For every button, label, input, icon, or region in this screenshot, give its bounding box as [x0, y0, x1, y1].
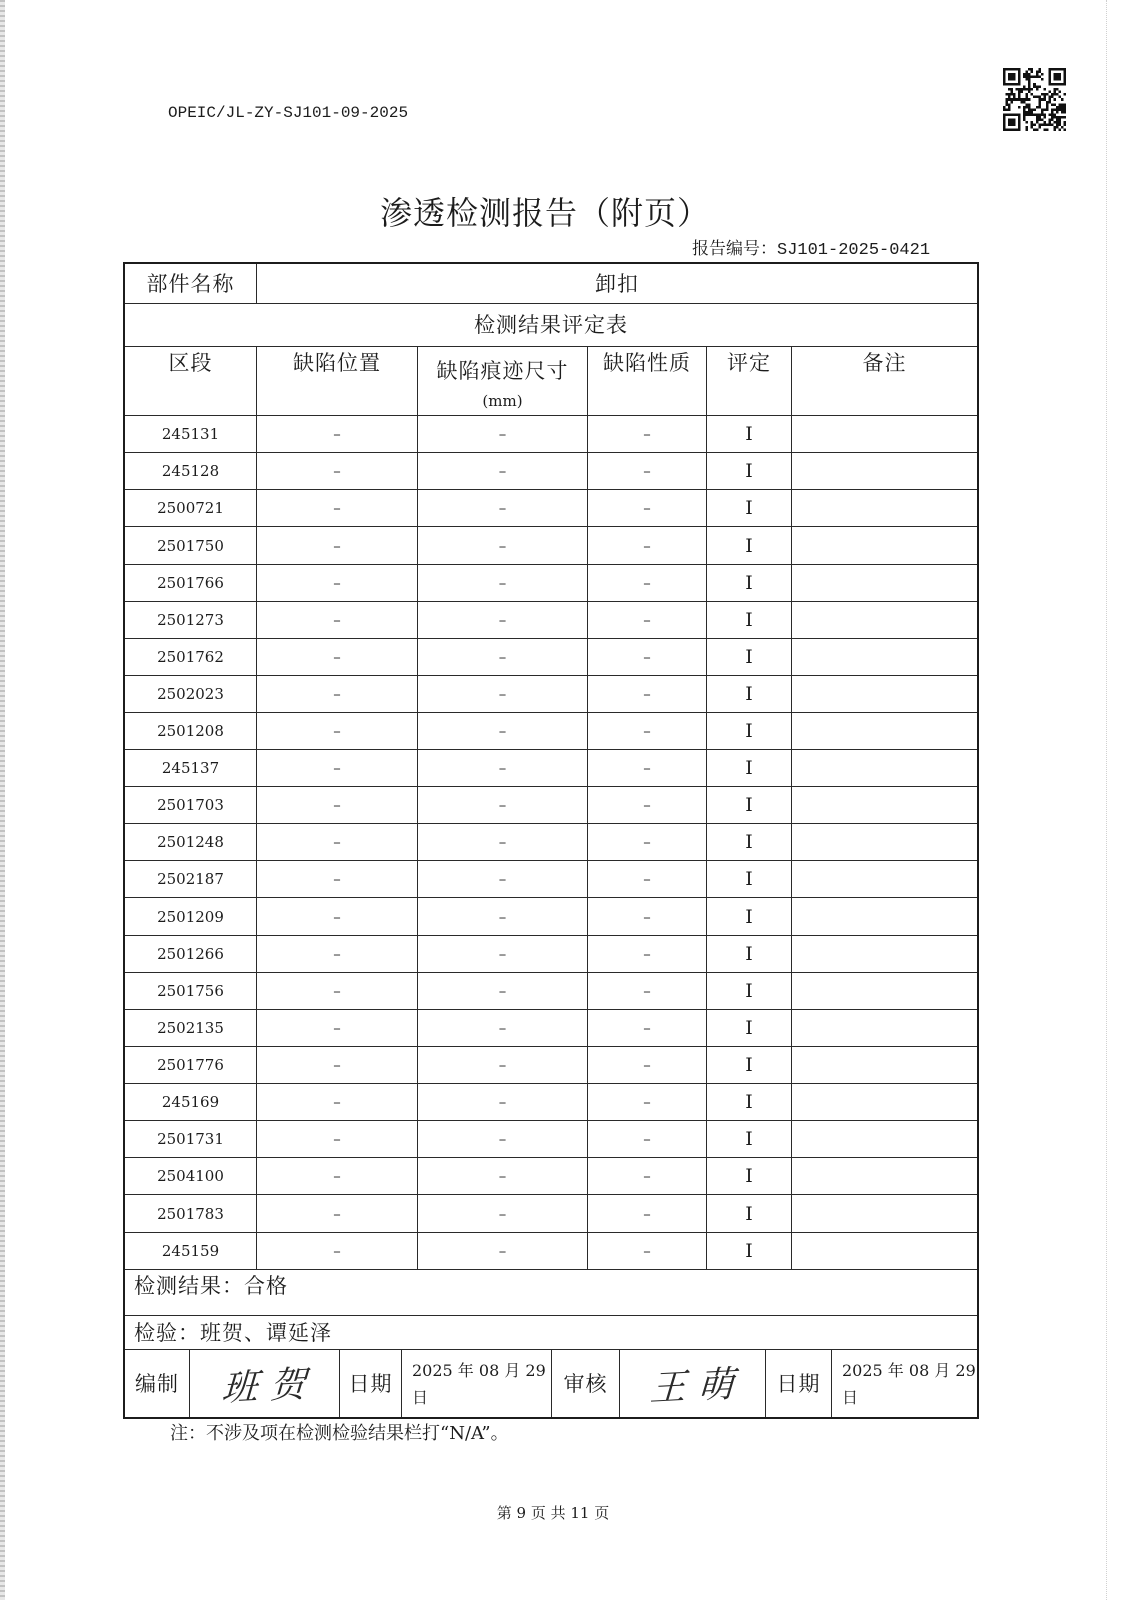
defect-nature-cell: –: [588, 416, 707, 452]
section-cell: 2500721: [125, 490, 257, 526]
table-title: 检测结果评定表: [474, 313, 628, 337]
rating-cell: I: [707, 1084, 792, 1120]
defect-nature-cell: –: [588, 898, 707, 935]
result-label: 检测结果：: [134, 1274, 244, 1298]
defect-location-cell: –: [257, 453, 418, 489]
section-cell: 2501783: [125, 1195, 257, 1232]
remarks-cell: [792, 750, 977, 786]
defect-size-cell: –: [418, 1010, 588, 1046]
defect-size-cell: –: [418, 1047, 588, 1083]
remarks-cell: [792, 787, 977, 823]
reviewed-by-signature-cell: [620, 1350, 766, 1417]
rating-cell: I: [707, 490, 792, 526]
part-name-label: 部件名称: [125, 264, 257, 303]
header-section: 区段: [125, 347, 257, 415]
signature-row: [125, 1350, 977, 1417]
rating-cell: I: [707, 898, 792, 935]
section-cell: 2501209: [125, 898, 257, 935]
remarks-cell: [792, 639, 977, 675]
reviewed-date-cell: [832, 1350, 977, 1417]
header-remarks: 备注: [862, 351, 907, 375]
defect-nature-cell: –: [588, 787, 707, 823]
header-defect-size: [418, 347, 588, 415]
table-row: [125, 824, 977, 861]
scan-edge-left: [0, 0, 5, 1600]
rating-cell: I: [707, 787, 792, 823]
defect-size-cell: –: [418, 490, 588, 526]
defect-location-cell: –: [257, 565, 418, 601]
rating-cell: I: [707, 713, 792, 749]
section-cell: 2501248: [125, 824, 257, 860]
page-number: 第 9 页 共 11 页: [496, 1504, 610, 1522]
section-cell: 2501776: [125, 1047, 257, 1083]
remarks-cell: [792, 973, 977, 1009]
table-row: [125, 973, 977, 1010]
result-row: [125, 1270, 977, 1316]
defect-nature-cell: –: [588, 639, 707, 675]
scan-edge-right: [1106, 0, 1107, 1600]
defect-nature-cell: –: [588, 1084, 707, 1120]
defect-size-cell: –: [418, 936, 588, 972]
defect-location-cell: –: [257, 861, 418, 897]
remarks-cell: [792, 1233, 977, 1269]
remarks-cell: [792, 453, 977, 489]
qr-code-icon: [1003, 68, 1066, 131]
section-cell: 2501208: [125, 713, 257, 749]
section-cell: 2501731: [125, 1121, 257, 1157]
rating-cell: I: [707, 973, 792, 1009]
section-cell: 2501266: [125, 936, 257, 972]
part-name-value: 卸扣: [595, 271, 639, 296]
table-row: [125, 1010, 977, 1047]
remarks-cell: [792, 416, 977, 452]
table-row: [125, 861, 977, 898]
remarks-cell: [792, 565, 977, 601]
defect-location-cell: –: [257, 1047, 418, 1083]
header-defect-size-label: 缺陷痕迹尺寸: [436, 358, 569, 383]
defect-size-cell: –: [418, 787, 588, 823]
defect-nature-cell: –: [588, 490, 707, 526]
defect-size-cell: –: [418, 565, 588, 601]
defect-location-cell: –: [257, 713, 418, 749]
defect-size-cell: –: [418, 453, 588, 489]
defect-nature-cell: –: [588, 861, 707, 897]
section-cell: 245137: [125, 750, 257, 786]
defect-size-cell: –: [418, 750, 588, 786]
defect-location-cell: –: [257, 973, 418, 1009]
defect-size-cell: –: [418, 1158, 588, 1194]
remarks-cell: [792, 861, 977, 897]
defect-nature-cell: –: [588, 973, 707, 1009]
section-cell: 245169: [125, 1084, 257, 1120]
rating-cell: I: [707, 1121, 792, 1157]
defect-nature-cell: –: [588, 750, 707, 786]
remarks-cell: [792, 676, 977, 712]
section-cell: 245131: [125, 416, 257, 452]
defect-nature-cell: –: [588, 1047, 707, 1083]
defect-location-cell: –: [257, 1195, 418, 1232]
remarks-cell: [792, 1047, 977, 1083]
defect-location-cell: –: [257, 1010, 418, 1046]
table-row: [125, 1121, 977, 1158]
defect-location-cell: –: [257, 676, 418, 712]
remarks-cell: [792, 1158, 977, 1194]
compiled-date-cell: [402, 1350, 552, 1417]
table-row: [125, 416, 977, 453]
reviewed-by-signature: 王萌: [649, 1363, 748, 1410]
section-cell: 2501750: [125, 527, 257, 564]
defect-nature-cell: –: [588, 527, 707, 564]
inspectors-cell: [125, 1316, 977, 1349]
section-cell: 245128: [125, 453, 257, 489]
remarks-cell: [792, 713, 977, 749]
defect-location-cell: –: [257, 639, 418, 675]
remarks-cell: [792, 490, 977, 526]
defect-nature-cell: –: [588, 824, 707, 860]
defect-location-cell: –: [257, 1158, 418, 1194]
defect-nature-cell: –: [588, 676, 707, 712]
defect-location-cell: –: [257, 527, 418, 564]
result-cell: [125, 1270, 977, 1315]
defect-location-cell: –: [257, 787, 418, 823]
defect-location-cell: –: [257, 1121, 418, 1157]
defect-location-cell: –: [257, 1084, 418, 1120]
rating-cell: I: [707, 1010, 792, 1046]
table-row: [125, 1084, 977, 1121]
section-cell: 2501703: [125, 787, 257, 823]
table-row: [125, 639, 977, 676]
remarks-cell: [792, 1195, 977, 1232]
defect-location-cell: –: [257, 936, 418, 972]
remarks-cell: [792, 898, 977, 935]
table-row: [125, 1195, 977, 1233]
rating-cell: I: [707, 565, 792, 601]
defect-nature-cell: –: [588, 713, 707, 749]
table-header-row: [125, 347, 977, 416]
remarks-cell: [792, 1084, 977, 1120]
defect-nature-cell: –: [588, 1010, 707, 1046]
defect-nature-cell: –: [588, 1195, 707, 1232]
table-row: [125, 527, 977, 565]
table-body: [125, 416, 977, 1270]
defect-nature-cell: –: [588, 453, 707, 489]
defect-location-cell: –: [257, 898, 418, 935]
compiled-by-signature-cell: [190, 1350, 340, 1417]
defect-location-cell: –: [257, 490, 418, 526]
report-number: [692, 238, 930, 262]
table-row: [125, 453, 977, 490]
table-row: [125, 490, 977, 527]
rating-cell: I: [707, 1047, 792, 1083]
rating-cell: I: [707, 602, 792, 638]
table-title-row: [125, 304, 977, 347]
defect-size-cell: –: [418, 898, 588, 935]
rating-cell: I: [707, 936, 792, 972]
table-row: [125, 787, 977, 824]
defect-location-cell: –: [257, 824, 418, 860]
rating-cell: I: [707, 527, 792, 564]
remarks-cell: [792, 824, 977, 860]
rating-cell: I: [707, 1195, 792, 1232]
defect-nature-cell: –: [588, 602, 707, 638]
defect-nature-cell: –: [588, 1233, 707, 1269]
remarks-cell: [792, 936, 977, 972]
defect-size-cell: –: [418, 1084, 588, 1120]
rating-cell: I: [707, 639, 792, 675]
section-cell: 2502023: [125, 676, 257, 712]
page-title: 渗透检测报告（附页）: [379, 194, 710, 232]
defect-size-cell: –: [418, 713, 588, 749]
defect-location-cell: –: [257, 1233, 418, 1269]
remarks-cell: [792, 1010, 977, 1046]
compiled-date: 2025 年 08 月 29 日: [412, 1360, 546, 1407]
defect-size-cell: –: [418, 416, 588, 452]
section-cell: 2502135: [125, 1010, 257, 1046]
defect-location-cell: –: [257, 602, 418, 638]
remarks-cell: [792, 602, 977, 638]
section-cell: 2504100: [125, 1158, 257, 1194]
rating-cell: I: [707, 1158, 792, 1194]
table-row: [125, 1233, 977, 1270]
header-rating: 评定: [707, 347, 792, 415]
rating-cell: I: [707, 750, 792, 786]
section-cell: 2501756: [125, 973, 257, 1009]
remarks-cell: [792, 527, 977, 564]
defect-size-cell: –: [418, 527, 588, 564]
rating-cell: I: [707, 676, 792, 712]
rating-cell: I: [707, 861, 792, 897]
inspectors-value: 班贺、谭延泽: [200, 1320, 332, 1345]
defect-size-cell: –: [418, 1195, 588, 1232]
section-cell: 2502187: [125, 861, 257, 897]
table-row: [125, 936, 977, 973]
compiled-by-label: 编制: [125, 1350, 190, 1417]
section-cell: 245159: [125, 1233, 257, 1269]
form-code: OPEIC/JL-ZY-SJ101-09-2025: [168, 104, 409, 122]
defect-size-cell: –: [418, 1121, 588, 1157]
reviewed-date: 2025 年 08 月 29 日: [842, 1360, 976, 1407]
defect-nature-cell: –: [588, 565, 707, 601]
defect-location-cell: –: [257, 416, 418, 452]
table-row: [125, 1158, 977, 1195]
defect-nature-cell: –: [588, 1121, 707, 1157]
defect-size-cell: –: [418, 861, 588, 897]
defect-size-cell: –: [418, 676, 588, 712]
remarks-cell: [792, 1121, 977, 1157]
result-table: [123, 262, 979, 1419]
defect-nature-cell: –: [588, 936, 707, 972]
defect-size-cell: –: [418, 602, 588, 638]
section-cell: 2501762: [125, 639, 257, 675]
table-row: [125, 713, 977, 750]
table-row: [125, 602, 977, 639]
compiled-by-signature: 班贺: [221, 1363, 320, 1410]
rating-cell: I: [707, 824, 792, 860]
defect-size-cell: –: [418, 824, 588, 860]
defect-size-cell: –: [418, 973, 588, 1009]
result-value: 合格: [244, 1274, 288, 1298]
inspectors-label: 检验：: [134, 1320, 200, 1345]
qr-code-graphic: [1003, 68, 1066, 131]
part-name-row: [125, 264, 977, 304]
defect-size-cell: –: [418, 639, 588, 675]
report-number-label: 报告编号：: [692, 239, 777, 259]
defect-nature-cell: –: [588, 1158, 707, 1194]
defect-size-cell: –: [418, 1233, 588, 1269]
rating-cell: I: [707, 416, 792, 452]
section-cell: 2501766: [125, 565, 257, 601]
table-row: [125, 565, 977, 602]
header-defect-size-unit: (mm): [482, 391, 523, 410]
compiled-date-label: 日期: [340, 1350, 402, 1417]
table-row: [125, 676, 977, 713]
reviewed-date-label: 日期: [766, 1350, 832, 1417]
table-row: [125, 750, 977, 787]
footnote: 注：不涉及项在检测检验结果栏打“N/A”。: [170, 1423, 509, 1444]
defect-location-cell: –: [257, 750, 418, 786]
rating-cell: I: [707, 1233, 792, 1269]
rating-cell: I: [707, 453, 792, 489]
report-number-value: SJ101-2025-0421: [777, 241, 931, 260]
reviewed-by-label: 审核: [552, 1350, 620, 1417]
inspectors-row: [125, 1316, 977, 1350]
table-row: [125, 1047, 977, 1084]
section-cell: 2501273: [125, 602, 257, 638]
table-row: [125, 898, 977, 936]
header-defect-nature: 缺陷性质: [588, 347, 707, 415]
header-defect-location: 缺陷位置: [257, 347, 418, 415]
